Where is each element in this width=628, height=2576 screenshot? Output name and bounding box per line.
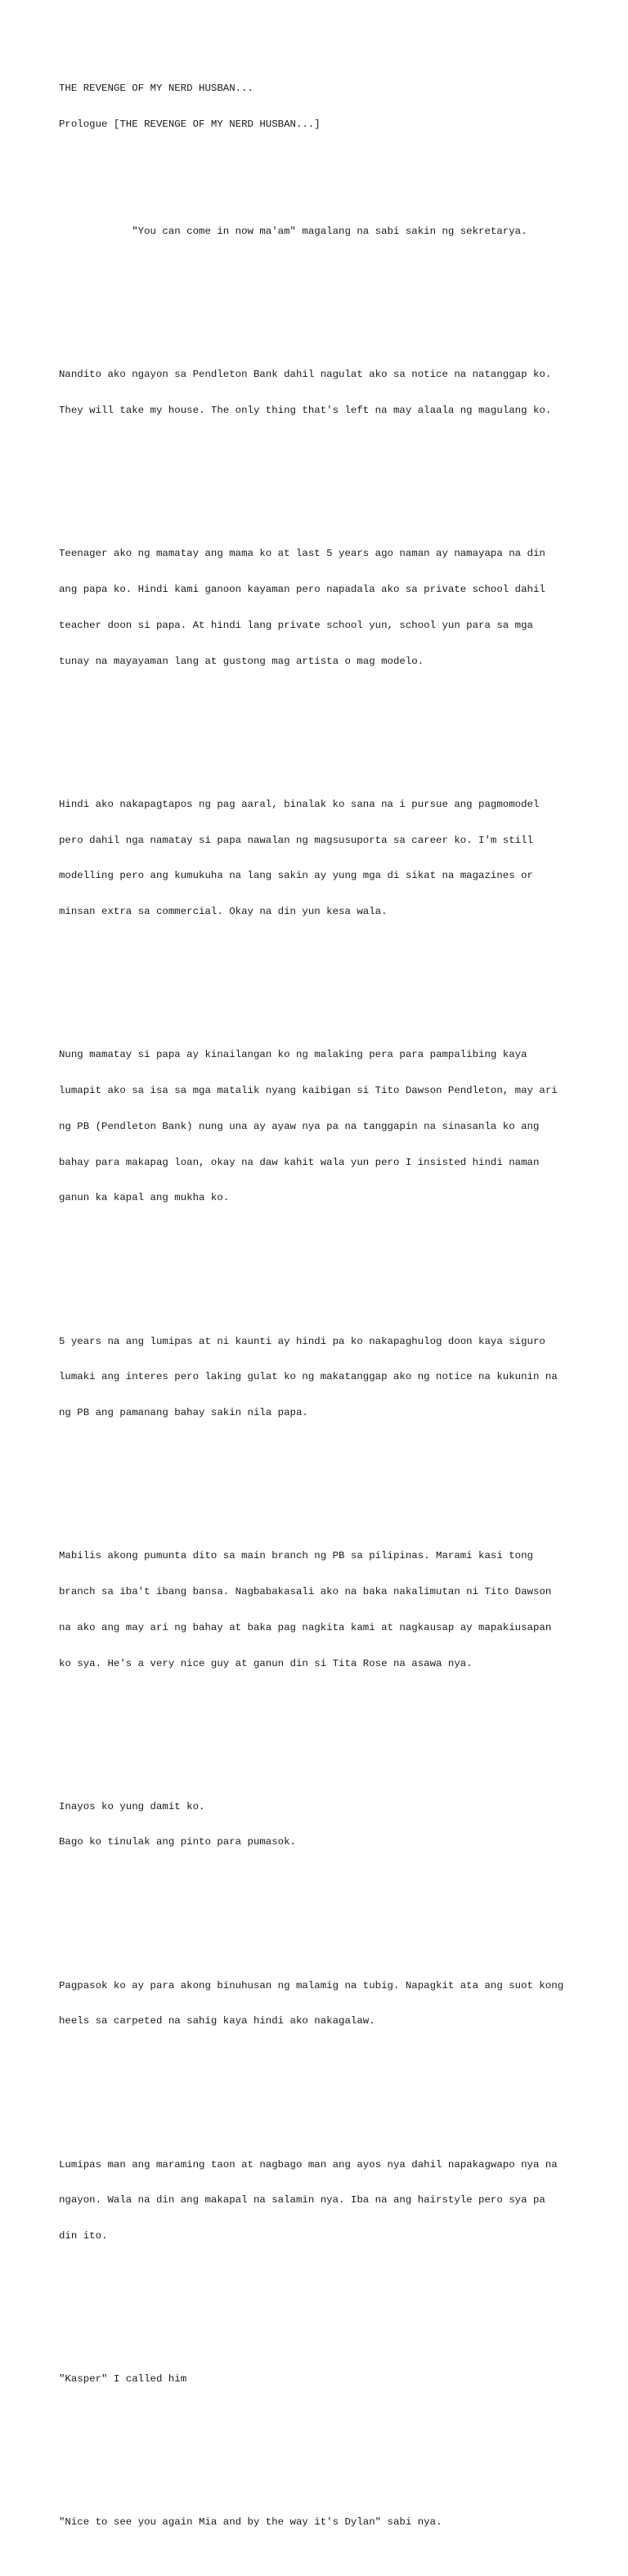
paragraph-12 bbox=[59, 2493, 599, 2552]
paragraph-11 bbox=[59, 2350, 599, 2409]
paragraph-line: Mabilis akong pumunta dito sa main branch ng PB sa pilipinas. Marami kasi tong bbox=[59, 1550, 533, 1562]
paragraph-line: minsan extra sa commercial. Okay na din yun kesa wala. bbox=[59, 906, 388, 918]
paragraph-line: Hindi ako nakapagtapos ng pag aaral, binalak ko sana na i pursue ang pagmomodel bbox=[59, 798, 540, 810]
paragraph-1 bbox=[59, 202, 599, 262]
paragraph-10 bbox=[59, 2135, 599, 2266]
paragraph-line: ng PB ang pamanang bahay sakin nila papa. bbox=[59, 1407, 308, 1419]
paragraph-3 bbox=[59, 524, 599, 691]
document-body bbox=[59, 59, 599, 2576]
paragraph-line: na ako ang may ari ng bahay at baka pag nagkita kami at nagkausap ay mapakiusapan bbox=[59, 1621, 552, 1633]
paragraph-4 bbox=[59, 775, 599, 942]
paragraph-line: din ito. bbox=[59, 2230, 108, 2242]
paragraph-line: bahay para makapag loan, okay na daw kahit wala yun pero I insisted hindi naman bbox=[59, 1156, 540, 1168]
paragraph-line: "You can come in now ma'am" magalang na sabi sakin ng sekretarya. bbox=[59, 226, 527, 238]
paragraph-line: Pagpasok ko ay para akong binuhusan ng malamig na tubig. Napagkit ata ang suot kong bbox=[59, 1979, 564, 1991]
paragraph-line: ganun ka kapal ang mukha ko. bbox=[59, 1192, 230, 1204]
paragraph-9 bbox=[59, 1956, 599, 2051]
paragraph-line: Nandito ako ngayon sa Pendleton Bank dahil nagulat ako sa notice na natanggap ko. bbox=[59, 369, 552, 381]
paragraph-6 bbox=[59, 1311, 599, 1443]
paragraph-2 bbox=[59, 345, 599, 441]
paragraph-line: Nung mamatay si papa ay kinailangan ko ng malaking pera para pampalibing kaya bbox=[59, 1049, 527, 1061]
paragraph-line: lumaki ang interes pero laking gulat ko ng makatanggap ako ng notice na kukunin na bbox=[59, 1371, 558, 1383]
paragraph-7 bbox=[59, 1526, 599, 1693]
paragraph-5 bbox=[59, 1025, 599, 1228]
paragraph-line: tunay na mayayaman lang at gustong mag artista o mag modelo. bbox=[59, 655, 424, 667]
paragraph-line: Inayos ko yung damit ko. bbox=[59, 1800, 205, 1812]
paragraph-line: They will take my house. The only thing that's left na may alaala ng magulang ko. bbox=[59, 405, 552, 417]
paragraph-line: ngayon. Wala na din ang makapal na salamin nya. Iba na ang hairstyle pero sya pa bbox=[59, 2194, 545, 2206]
paragraph-line: Lumipas man ang maraming taon at nagbago man ang ayos nya dahil napakagwapo nya na bbox=[59, 2158, 558, 2171]
document-title: THE REVENGE OF MY NERD HUSBAN... bbox=[59, 83, 253, 95]
document-subtitle: Prologue [THE REVENGE OF MY NERD HUSBAN...] bbox=[59, 118, 321, 130]
paragraph-line: "Nice to see you again Mia and by the way it's Dylan" sabi nya. bbox=[59, 2516, 442, 2529]
paragraph-line: heels sa carpeted na sahig kaya hindi ako nakagalaw. bbox=[59, 2015, 375, 2027]
paragraph-line: ko sya. He's a very nice guy at ganun din si Tita Rose na asawa nya. bbox=[59, 1657, 473, 1669]
paragraph-8 bbox=[59, 1777, 599, 1873]
paragraph-line: Teenager ako ng mamatay ang mama ko at last 5 years ago naman ay namayapa na din bbox=[59, 548, 545, 560]
paragraph-line: ang papa ko. Hindi kami ganoon kayaman pero napadala ako sa private school dahil bbox=[59, 584, 545, 596]
paragraph-line: lumapit ako sa isa sa mga matalik nyang kaibigan si Tito Dawson Pendleton, may ari bbox=[59, 1085, 558, 1097]
paragraph-line: branch sa iba't ibang bansa. Nagbabakasali ako na baka nakalimutan ni Tito Dawson bbox=[59, 1586, 552, 1597]
paragraph-line: 5 years na ang lumipas at ni kaunti ay hindi pa ko nakapaghulog doon kaya siguro bbox=[59, 1335, 545, 1347]
paragraph-line: Bago ko tinulak ang pinto para pumasok. bbox=[59, 1836, 296, 1848]
paragraph-line: "Kasper" I called him bbox=[59, 2373, 187, 2386]
paragraph-line: pero dahil nga namatay si papa nawalan ng magsusuporta sa career ko. I'm still bbox=[59, 834, 533, 846]
paragraph-line: ng PB (Pendleton Bank) nung una ay ayaw nya pa na tanggapin na sinasanla ko ang bbox=[59, 1120, 540, 1132]
paragraph-line: modelling pero ang kumukuha na lang sakin ay yung mga di sikat na magazines or bbox=[59, 870, 533, 882]
paragraph-line: teacher doon si papa. At hindi lang private school yun, school yun para sa mga bbox=[59, 619, 533, 631]
